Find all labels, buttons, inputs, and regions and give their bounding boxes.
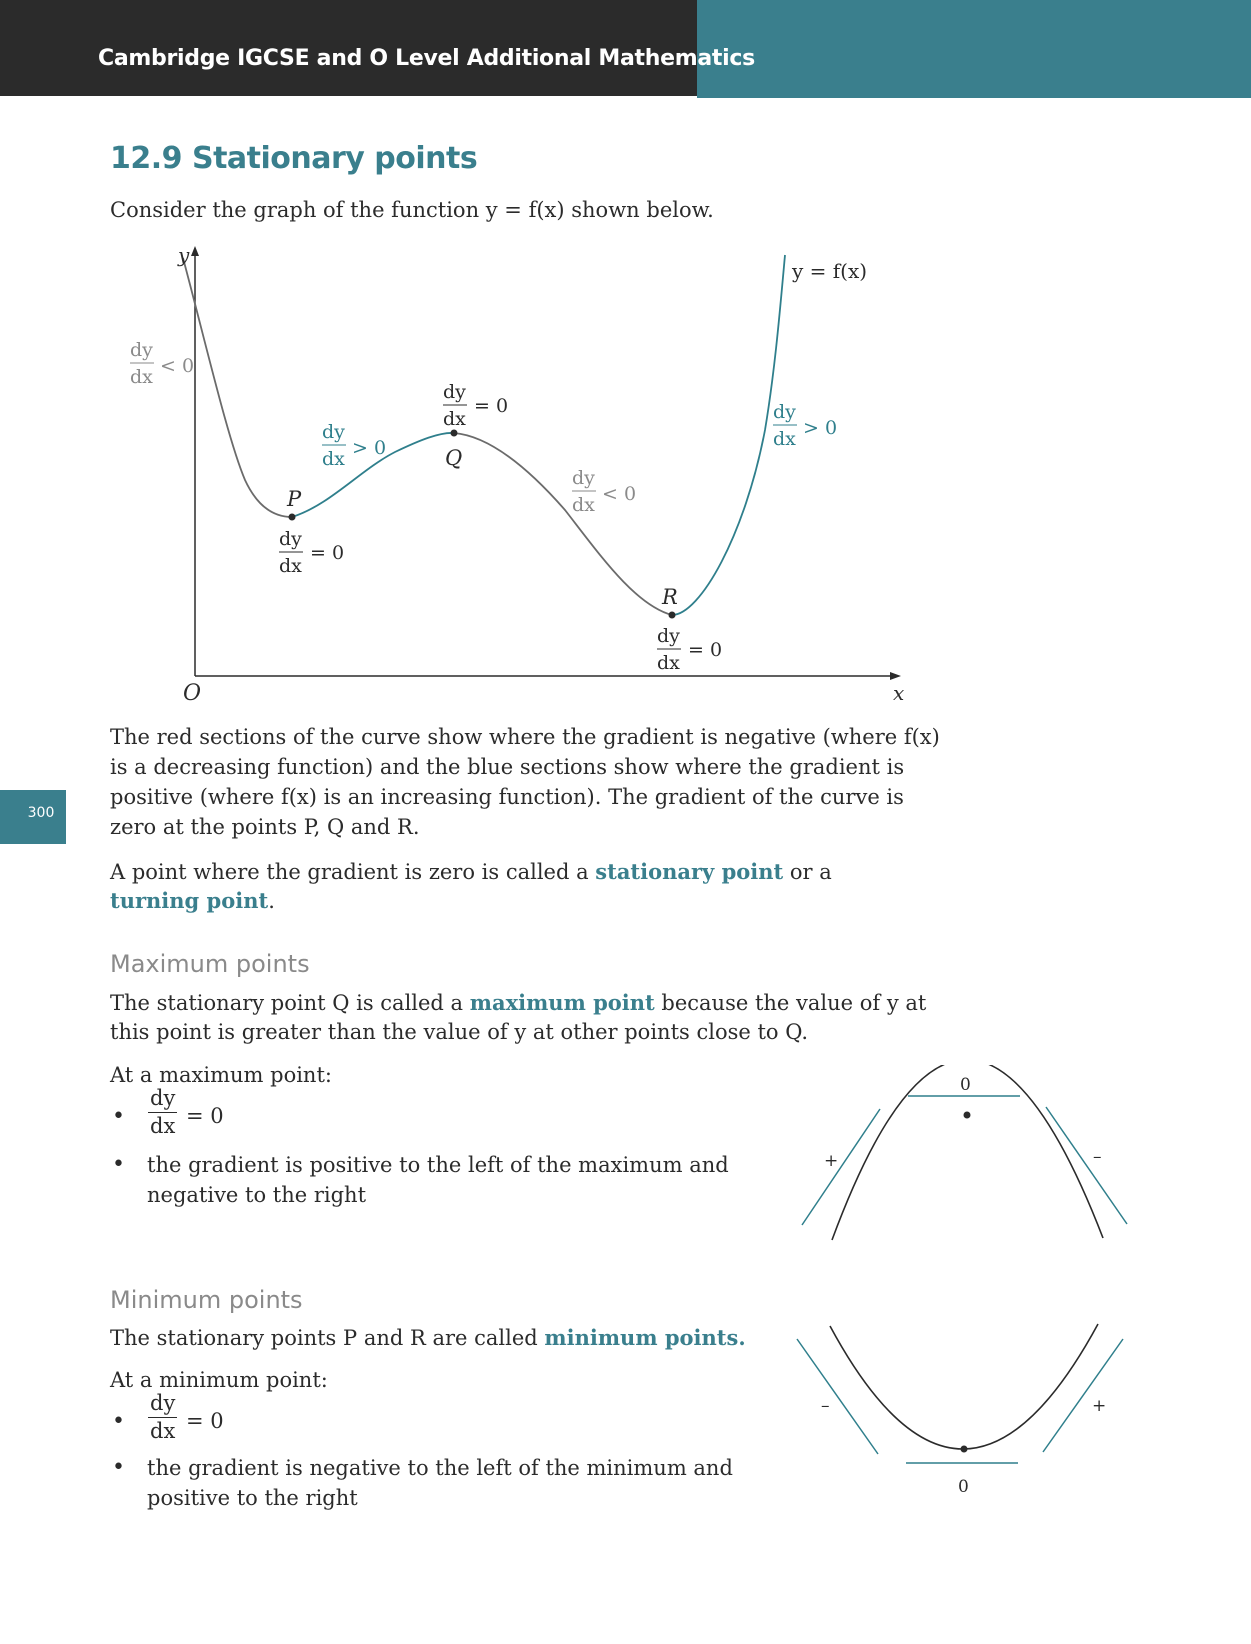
function-graph	[110, 240, 930, 710]
maximum-line-2: this point is greater than the value of y at other points close to Q.	[110, 1020, 809, 1044]
y-axis-label: y	[178, 243, 190, 267]
bullet: •	[112, 1455, 125, 1480]
svg-text:< 0: < 0	[602, 483, 637, 505]
curve-increasing-2	[672, 255, 785, 615]
point-q-dot	[451, 430, 458, 437]
maximum-point-term: maximum point	[469, 990, 655, 1015]
minimum-heading: Minimum points	[110, 1286, 303, 1314]
point-p-dot	[289, 514, 296, 521]
svg-text:dy: dy	[657, 625, 680, 647]
gradient-label-zero-q	[443, 381, 508, 430]
gradient-label-zero-p	[279, 528, 344, 577]
min-bottom-label: 0	[958, 1477, 969, 1497]
svg-text:< 0: < 0	[160, 355, 195, 377]
point-r-label: R	[662, 585, 678, 609]
maximum-point-dot	[964, 1112, 971, 1119]
max-top-label: 0	[960, 1075, 971, 1095]
intro-text: Consider the graph of the function y = f(x) shown below.	[110, 198, 714, 222]
svg-text:dx: dx	[322, 448, 345, 470]
header-accent	[697, 0, 1251, 98]
bullet: •	[112, 1152, 125, 1177]
min-gradient-fraction: dy dx	[150, 1391, 176, 1443]
gradient-label-negative-left	[130, 339, 194, 388]
svg-text:dy: dy	[279, 528, 302, 550]
svg-text:= 0: = 0	[474, 395, 509, 417]
svg-text:> 0: > 0	[803, 417, 838, 439]
svg-text:> 0: > 0	[352, 437, 387, 459]
min-gradient-equals: = 0	[186, 1409, 224, 1433]
svg-text:dy: dy	[443, 381, 466, 403]
bullet: •	[112, 1104, 125, 1129]
min-left-label: –	[821, 1396, 830, 1416]
minimum-diagram	[790, 1318, 1135, 1508]
minimum-line-1: The stationary points P and R are called minimum points.	[110, 1325, 746, 1350]
point-q-label: Q	[445, 446, 463, 470]
definition-line-2: turning point.	[110, 888, 275, 913]
explanation-line-1: The red sections of the curve show where the gradient is negative (where f(x)	[110, 725, 940, 749]
section-title: 12.9 Stationary points	[110, 141, 478, 176]
curve-decreasing-1	[183, 258, 292, 517]
x-axis-label: x	[893, 681, 905, 705]
point-p-label: P	[287, 487, 302, 511]
minimum-point-dot	[961, 1446, 968, 1453]
svg-text:= 0: = 0	[310, 542, 345, 564]
tangent-left	[797, 1339, 878, 1454]
max-bullet-line-2: negative to the right	[147, 1183, 367, 1207]
minimum-points-term: minimum points.	[544, 1325, 746, 1350]
svg-text:dx: dx	[572, 494, 595, 516]
max-gradient-fraction: dy dx	[150, 1086, 176, 1138]
svg-text:dy: dy	[130, 339, 153, 361]
gradient-label-negative-middle	[572, 467, 636, 516]
curve-label: y = f(x)	[792, 259, 868, 283]
svg-text:dx: dx	[279, 555, 302, 577]
tangent-right	[1046, 1107, 1127, 1224]
min-right-label: +	[1092, 1396, 1107, 1416]
stationary-point-term: stationary point	[595, 859, 784, 884]
max-right-label: –	[1093, 1147, 1102, 1167]
gradient-label-zero-r	[657, 625, 722, 674]
y-axis-arrow	[191, 246, 199, 256]
svg-text:dy: dy	[572, 467, 595, 489]
svg-text:dy: dy	[773, 401, 796, 423]
svg-text:dx: dx	[657, 652, 680, 674]
explanation-line-3: positive (where f(x) is an increasing function). The gradient of the curve is	[110, 785, 904, 809]
maximum-heading: Maximum points	[110, 950, 310, 978]
svg-text:= 0: = 0	[688, 639, 723, 661]
book-title: Cambridge IGCSE and O Level Additional Mathematics	[98, 46, 755, 71]
tangent-right	[1043, 1339, 1123, 1452]
min-bullet-line-2: positive to the right	[147, 1486, 358, 1510]
curve-decreasing-2	[454, 433, 672, 615]
explanation-line-4: zero at the points P, Q and R.	[110, 815, 420, 839]
minimum-at-text: At a minimum point:	[110, 1368, 328, 1392]
tangent-left	[802, 1109, 880, 1225]
max-left-label: +	[824, 1151, 839, 1171]
bullet: •	[112, 1409, 125, 1434]
svg-text:dx: dx	[773, 428, 796, 450]
min-bullet-line-1: the gradient is negative to the left of the minimum and	[147, 1456, 733, 1480]
svg-text:dx: dx	[130, 366, 153, 388]
svg-text:dy: dy	[322, 421, 345, 443]
svg-text:dx: dx	[443, 408, 466, 430]
gradient-label-positive-right	[773, 401, 837, 450]
origin-label: O	[183, 681, 202, 706]
maximum-line-1: The stationary point Q is called a maximum point because the value of y at	[110, 990, 927, 1015]
maximum-diagram	[790, 1065, 1135, 1255]
definition-line-1: A point where the gradient is zero is called a stationary point or a	[110, 859, 832, 884]
page-number: 300	[27, 805, 55, 821]
point-r-dot	[669, 612, 676, 619]
turning-point-term: turning point	[110, 888, 269, 913]
explanation-line-2: is a decreasing function) and the blue sections show where the gradient is	[110, 755, 905, 779]
x-axis-arrow	[890, 672, 901, 680]
max-gradient-equals: = 0	[186, 1104, 224, 1128]
max-bullet-line-1: the gradient is positive to the left of the maximum and	[147, 1153, 729, 1177]
maximum-at-text: At a maximum point:	[110, 1063, 332, 1087]
